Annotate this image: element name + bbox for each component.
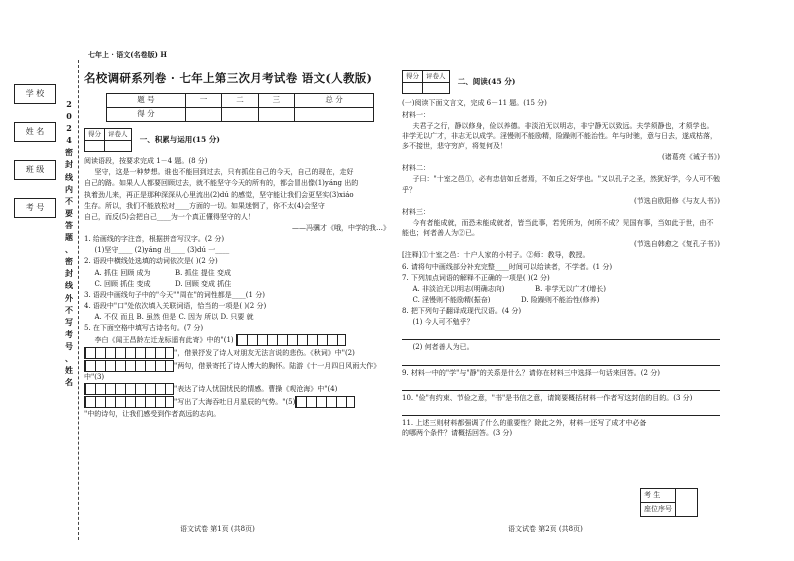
question-4: 4. 语段中"口"处依次填入关联词语，恰当的一项是( )(2 分) — [84, 301, 267, 310]
score-cell[interactable] — [222, 107, 258, 121]
reading-part-title: (一)阅读下面文言文，完成 6－11 题。(15 分) — [402, 99, 547, 108]
question-6[interactable]: 6. 请将句中画线部分补充完整____时间可以给读者，不学者。(1 分) — [402, 262, 613, 271]
option[interactable]: D. 险躁则不能治性(修养) — [521, 295, 600, 304]
material-text: 夫君子之行，静以修身，俭以养德。非淡泊无以明志，非宁静无以致远。夫学须静也，才须学也。非学无以广才，非志无以成学。淫慢则不能励精，险躁则不能治性。年与时驰，意与日去，遂成枯落，多不接世，悲守穷庐，将复何及！ — [402, 121, 717, 150]
option[interactable]: B. 非学无以广才(增长) — [534, 284, 607, 293]
seal-line — [78, 60, 79, 540]
material-text: 今有者能成就，而恐未能成就者，皆当此事，若凭所为，何所不成？见国有事，当如此于世，由不能也；何者善人为②已。 — [402, 218, 714, 238]
question-2-options — [84, 268, 390, 278]
option[interactable]: A. 抓住 回顾 成为 — [94, 268, 151, 277]
option[interactable]: D. 回顾 变成 抓住 — [175, 279, 232, 288]
answer-line[interactable] — [402, 329, 720, 340]
question-7-options — [402, 295, 720, 305]
section-heading: 一、积累与运用(15 分) — [139, 134, 220, 144]
score-head-item: 二 — [222, 93, 258, 107]
question-1: 1. 给画线的字注音，根据拼音写汉字。(2 分) — [84, 235, 225, 244]
poem-line: "表达了诗人忧国忧民的情感。曹操《观沧海》中"(4) — [84, 383, 390, 395]
material-source: (节选自欧阳修《与友人书》) — [634, 196, 720, 205]
score-table — [106, 93, 374, 122]
question-8-b: (2) 何者善人为已。 — [412, 343, 474, 352]
answer-grid[interactable] — [84, 383, 174, 395]
seat-label: 考 生 — [641, 489, 676, 503]
material-source: (诸葛亮《诫子书》) — [662, 153, 720, 162]
page-two — [402, 70, 720, 439]
answer-grid[interactable] — [84, 396, 174, 408]
class-label: 班 级 — [14, 160, 56, 180]
answer-grid[interactable] — [295, 396, 355, 408]
answer-line[interactable] — [402, 380, 720, 391]
material-label: 材料一： — [402, 110, 430, 119]
page-one — [84, 70, 390, 421]
passage-line: 自己，而反(5)会把自己____为一个真正懂得坚守的人！ — [84, 212, 255, 221]
answer-line[interactable] — [402, 405, 720, 416]
passage-line: 坚守，这是一种梦想。谁也不能回到过去，只有抓住自己的今天，自己的现在，走好 — [94, 168, 354, 177]
score-cell[interactable] — [295, 107, 374, 121]
score-cell[interactable] — [258, 107, 294, 121]
answer-grid[interactable] — [84, 347, 174, 359]
name-label: 姓 名 — [14, 122, 56, 142]
score-head-item: 一 — [185, 93, 221, 107]
score-head-item: 总 分 — [295, 93, 374, 107]
page-one-footer: 语文试卷 第1页 (共8页) — [180, 525, 255, 533]
scorer-grader-label: 评卷人 — [423, 71, 450, 83]
exam-header-tag: 七年上 · 语文(名卷版) H — [88, 50, 167, 59]
score-head-item: 三 — [258, 93, 294, 107]
notes: [注释]①十室之邑：十户人家的小村子。②师：教导，教授。 — [402, 251, 590, 260]
poem-line: 李白《闻王昌龄左迁龙标遥有此寄》中的"(1) — [84, 334, 390, 346]
scorer-cell[interactable] — [85, 141, 105, 152]
poem-line: "中的诗句，让我们感受到作者高远的志向。 — [84, 410, 221, 419]
question-11: 11. 上述三则材料都强调了什么的重要性？除此之外，材料一还写了成才中必备的哪两个条件？请概括回答。(3 分) — [402, 418, 647, 437]
option[interactable]: B. 抓住 提住 变成 — [174, 268, 232, 277]
exam-title: 名校调研系列卷 · 七年上第三次月考试卷 语文(人教版) — [84, 71, 373, 85]
scorer-cell[interactable] — [423, 83, 450, 94]
scorer-cell[interactable] — [403, 83, 423, 94]
answer-line[interactable] — [402, 355, 720, 366]
poem-line: "，借景抒发了诗人对朋友无法言说的悲伤。《秋词》中"(2) — [84, 347, 390, 359]
seat-label: 座位序号 — [641, 503, 676, 517]
scorer-cell[interactable] — [105, 141, 132, 152]
scorer-score-label: 得分 — [85, 128, 105, 140]
material-label: 材料二： — [402, 164, 430, 173]
scorer-box — [402, 70, 450, 94]
question-7-options — [402, 284, 720, 294]
passage-line: 执着劲儿来，再正是那种深深从心里流出(2)dú 的感觉，坚守能让我们会更坚实(3)xiáo — [84, 190, 354, 199]
material-label: 材料三： — [402, 207, 430, 216]
scorer-box — [84, 128, 132, 152]
question-5: 5. 在下面空格中填写古诗名句。(7 分) — [84, 324, 204, 333]
passage-line: 生存。所以，我们不能放松对____方面的一切。如果迷惘了，你不太(4)会坚守 — [84, 201, 325, 210]
page-two-footer: 语文试卷 第2页 (共8页) — [508, 525, 583, 533]
poem-line: "两句，借景寄托了诗人博大的胸怀。陆游《十一月四日风雨大作》中"(3) — [84, 362, 381, 382]
passage-line: 自己的路。如果人人都要回顾过去，就不能坚守今天的所有的，都会冒出像(1)yáng 出的 — [84, 179, 359, 188]
option[interactable]: A. 非淡泊无以明志(明确志向) — [412, 284, 505, 293]
question-8: 8. 把下列句子翻译成现代汉语。(4 分) — [402, 307, 522, 316]
passage-source: ——冯骥才《哦，中学的我…》 — [292, 223, 390, 232]
seat-cell[interactable] — [676, 489, 698, 517]
section-intro: 阅读语段，按要求完成 1－4 题。(8 分) — [84, 157, 208, 166]
scorer-score-label: 得分 — [403, 71, 423, 83]
question-2-options — [84, 279, 390, 289]
option[interactable]: C. 回顾 抓住 变成 — [94, 279, 151, 288]
answer-grid[interactable] — [84, 360, 174, 372]
question-1-items[interactable]: (1)坚守____ (2)yáng 出____ (3)dú 一____ — [94, 246, 230, 255]
question-7: 7. 下列加点词语的解释不正确的一项是( )(2 分) — [402, 273, 550, 282]
exam-number-label: 考 号 — [14, 198, 56, 218]
question-8-a: (1) 今人可不勉乎？ — [412, 318, 474, 327]
score-row-label: 得 分 — [107, 107, 186, 121]
score-head-item: 题 号 — [107, 93, 186, 107]
question-4-options[interactable]: A. 不仅 而且 B. 虽然 但是 C. 因为 所以 D. 只要 就 — [94, 313, 254, 322]
question-2: 2. 语段中横线处选填的动词依次是( )(2 分) — [84, 257, 218, 266]
question-9: 9. 材料一中的"学"与"静"的关系是什么？请你在材料三中选择一句话来回答。(2 分) — [402, 368, 660, 377]
material-source: (节选自韩愈之《复孔子书》) — [634, 240, 720, 249]
answer-grid[interactable] — [236, 334, 346, 346]
seat-number-box — [640, 488, 698, 517]
seal-line-notice: 2024 密 封 线 内 不 要 答 题 、 密 封 线 外 不 写 考 号 、 姓 名 — [65, 99, 73, 388]
school-label: 学 校 — [14, 84, 56, 104]
section-heading: 二、阅读(45 分) — [457, 77, 516, 87]
poem-line: "写出了大海吞吐日月星辰的气势。"(5) — [84, 396, 390, 408]
material-text: 子曰："十室之邑①，必有忠信如丘者焉，不如丘之好学也。"又以孔子之圣，然犹好学，今人可不勉乎？ — [402, 175, 720, 194]
question-3: 3. 语段中画线句子中的"今天""周在"的词性都是____(1 分) — [84, 290, 265, 299]
score-cell[interactable] — [185, 107, 221, 121]
option[interactable]: C. 淫慢则不能励精(振奋) — [412, 295, 491, 304]
scorer-grader-label: 评卷人 — [105, 128, 132, 140]
question-10: 10. "俭"有约束、节俭之意，"书"是书信之意，请简要概括材料一作者写这封信的目的。(3 分) — [402, 393, 693, 402]
